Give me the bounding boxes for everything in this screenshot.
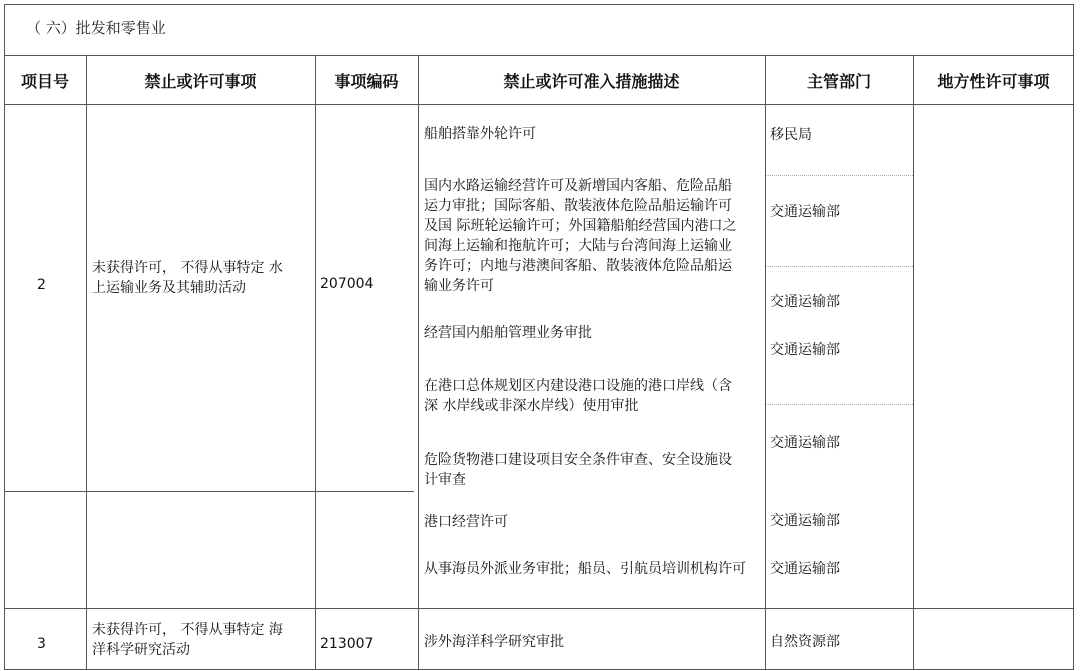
department: 自然资源部 (770, 634, 840, 650)
measure-desc: 涉外海洋科学研究审批 (424, 634, 564, 650)
section-title: （ 六）批发和零售业 (26, 19, 166, 37)
measure-desc-line: 计审查 (424, 472, 466, 488)
header-code: 事项编码 (334, 71, 399, 91)
col-line (913, 55, 914, 670)
row-number: 3 (37, 636, 46, 652)
department: 交通运输部 (770, 342, 840, 358)
item-text-line: 未获得许可， 不得从事特定 海 (92, 622, 283, 638)
item-text-line: 洋科学研究活动 (92, 642, 190, 658)
department: 交通运输部 (770, 435, 840, 451)
department: 移民局 (770, 127, 812, 143)
measure-desc-line: 危险货物港口建设项目安全条件审查、安全设施设 (424, 452, 732, 468)
dept-separator (765, 404, 913, 405)
measure-desc: 船舶搭靠外轮许可 (424, 126, 536, 142)
measure-desc: 港口经营许可 (424, 514, 508, 530)
dept-separator (765, 266, 913, 267)
item-code: 213007 (320, 636, 374, 652)
header-item: 禁止或许可事项 (144, 71, 257, 91)
department: 交通运输部 (770, 513, 840, 529)
measure-desc-line: 深 水岸线或非深水岸线）使用审批 (424, 398, 639, 414)
row-divider-left (4, 491, 414, 492)
department: 交通运输部 (770, 294, 840, 310)
measure-desc: 从事海员外派业务审批；船员、引航员培训机构许可 (424, 561, 746, 577)
col-line (86, 55, 87, 670)
header-local-permit: 地方性许可事项 (937, 71, 1050, 91)
measure-desc: 经营国内船舶管理业务审批 (424, 325, 592, 341)
measure-desc-line: 间海上运输和拖航许可；大陆与台湾间海上运输业 (424, 238, 732, 254)
dept-separator (765, 175, 913, 176)
measure-desc-line: 输业务许可 (424, 278, 494, 294)
measure-desc-line: 国内水路运输经营许可及新增国内客船、危险品船 (424, 178, 732, 194)
col-line (315, 55, 316, 670)
item-text-line: 未获得许可， 不得从事特定 水 (92, 260, 283, 276)
measure-desc-line: 运力审批；国际客船、散装液体危险品船运输许可 (424, 198, 732, 214)
col-line (418, 55, 419, 670)
row-number: 2 (37, 277, 46, 293)
item-code: 207004 (320, 276, 374, 292)
col-line (765, 55, 766, 670)
measure-desc-line: 在港口总体规划区内建设港口设施的港口岸线（含 (424, 378, 732, 394)
measure-desc-line: 务许可；内地与港澳间客船、散装液体危险品船运 (424, 258, 732, 274)
department: 交通运输部 (770, 561, 840, 577)
header-description: 禁止或许可准入措施描述 (503, 71, 680, 91)
header-item-no: 项目号 (20, 71, 69, 91)
measure-desc-line: 及国 际班轮运输许可；外国籍船舶经营国内港口之 (424, 218, 737, 234)
item-text-line: 上运输业务及其辅助活动 (92, 280, 246, 296)
department: 交通运输部 (770, 204, 840, 220)
header-department: 主管部门 (806, 71, 871, 91)
